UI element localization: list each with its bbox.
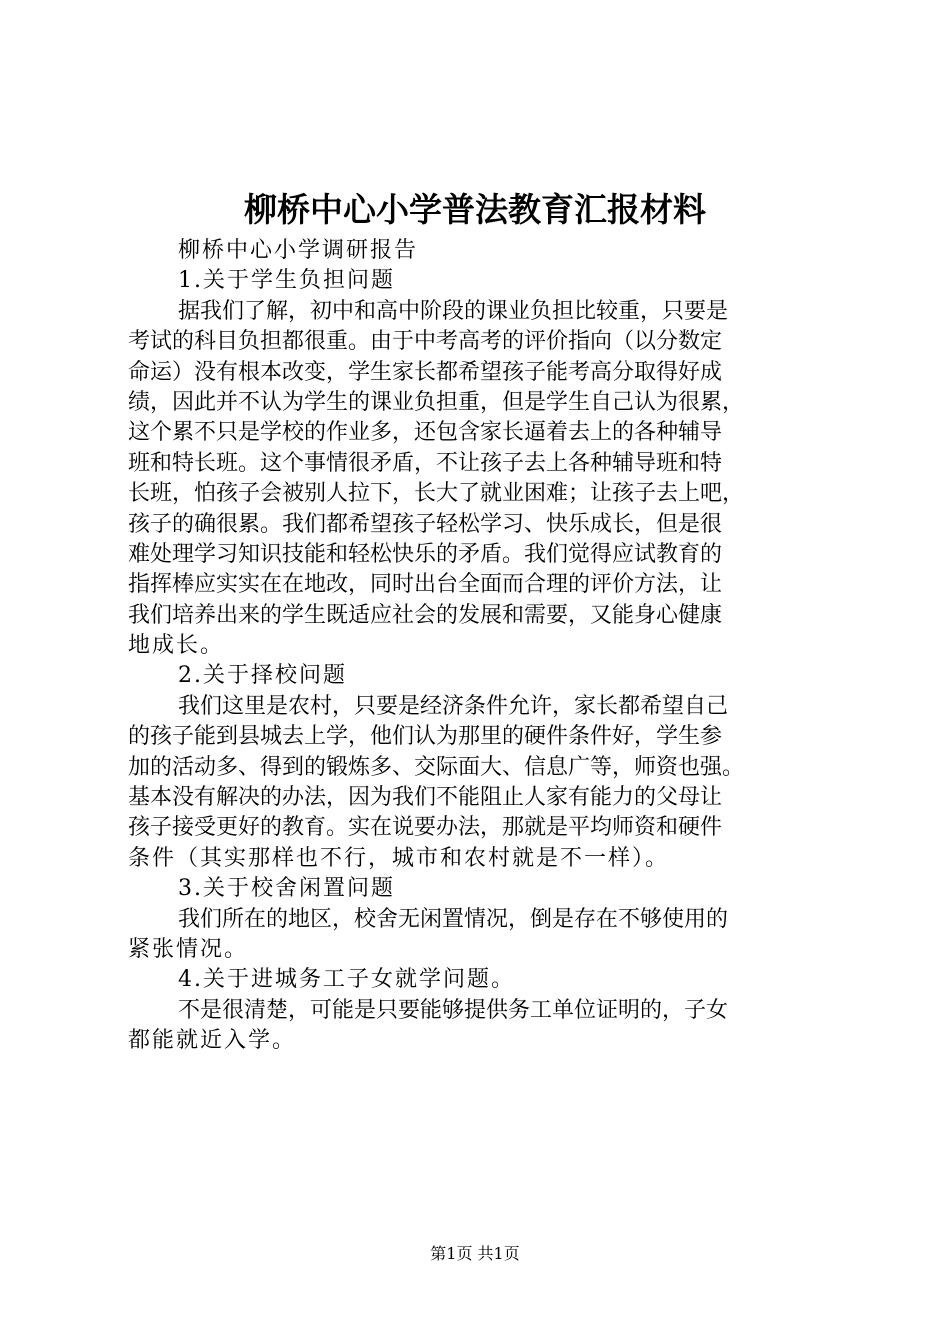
text-line: 加的活动多、得到的锻炼多、交际面大、信息广等，师资也强。 (128, 754, 745, 780)
document-body (128, 236, 838, 1057)
text-line: 难处理学习知识技能和轻松快乐的矛盾。我们觉得应试教育的 (128, 541, 723, 567)
text-line: 的孩子能到县城去上学，他们认为那里的硬件条件好，学生参 (128, 724, 723, 750)
text-line: 2.关于择校问题 (178, 663, 347, 689)
text-line: 条件（其实那样也不行，城市和农村就是不一样）。 (128, 845, 670, 871)
text-line: 紧张情况。 (128, 936, 249, 962)
text-line: 班和特长班。这个事情很矛盾，不让孩子去上各种辅导班和特 (128, 450, 723, 476)
text-line: 这个累不只是学校的作业多，还包含家长逼着去上的各种辅导 (128, 420, 723, 446)
text-line: 我们这里是农村，只要是经济条件允许，家长都希望自己 (178, 693, 729, 719)
text-line: 地成长。 (128, 633, 225, 659)
text-line: 考试的科目负担都很重。由于中考高考的评价指向（以分数定 (128, 329, 723, 355)
text-line: 据我们了解，初中和高中阶段的课业负担比较重，只要是 (178, 298, 729, 324)
text-line: 1.关于学生负担问题 (178, 268, 395, 294)
text-line: 绩，因此并不认为学生的课业负担重，但是学生自己认为很累， (128, 389, 745, 415)
text-line: 命运）没有根本改变，学生家长都希望孩子能考高分取得好成 (128, 359, 723, 385)
text-line: 孩子接受更好的教育。实在说要办法，那就是平均师资和硬件 (128, 815, 723, 841)
text-line: 我们培养出来的学生既适应社会的发展和需要，又能身心健康 (128, 602, 723, 628)
text-line: 4.关于进城务工子女就学问题。 (178, 967, 515, 993)
text-line: 我们所在的地区，校舍无闲置情况，倒是存在不够使用的 (178, 906, 729, 932)
text-line: 长班，怕孩子会被别人拉下，长大了就业困难；让孩子去上吧， (128, 481, 745, 507)
page-footer: 第1页 共1页 (430, 1244, 520, 1263)
text-line: 基本没有解决的办法，因为我们不能阻止人家有能力的父母让 (128, 785, 723, 811)
document-title: 柳桥中心小学普法教育汇报材料 (244, 190, 706, 229)
text-line: 指挥棒应实实在在地改，同时出台全面而合理的评价方法，让 (128, 572, 723, 598)
text-line: 3.关于校舍闲置问题 (178, 876, 395, 902)
text-line: 孩子的确很累。我们都希望孩子轻松学习、快乐成长，但是很 (128, 511, 723, 537)
text-line: 不是很清楚，可能是只要能够提供务工单位证明的，子女 (178, 997, 729, 1023)
text-line: 柳桥中心小学调研报告 (178, 238, 419, 263)
text-line: 都能就近入学。 (128, 1028, 297, 1054)
